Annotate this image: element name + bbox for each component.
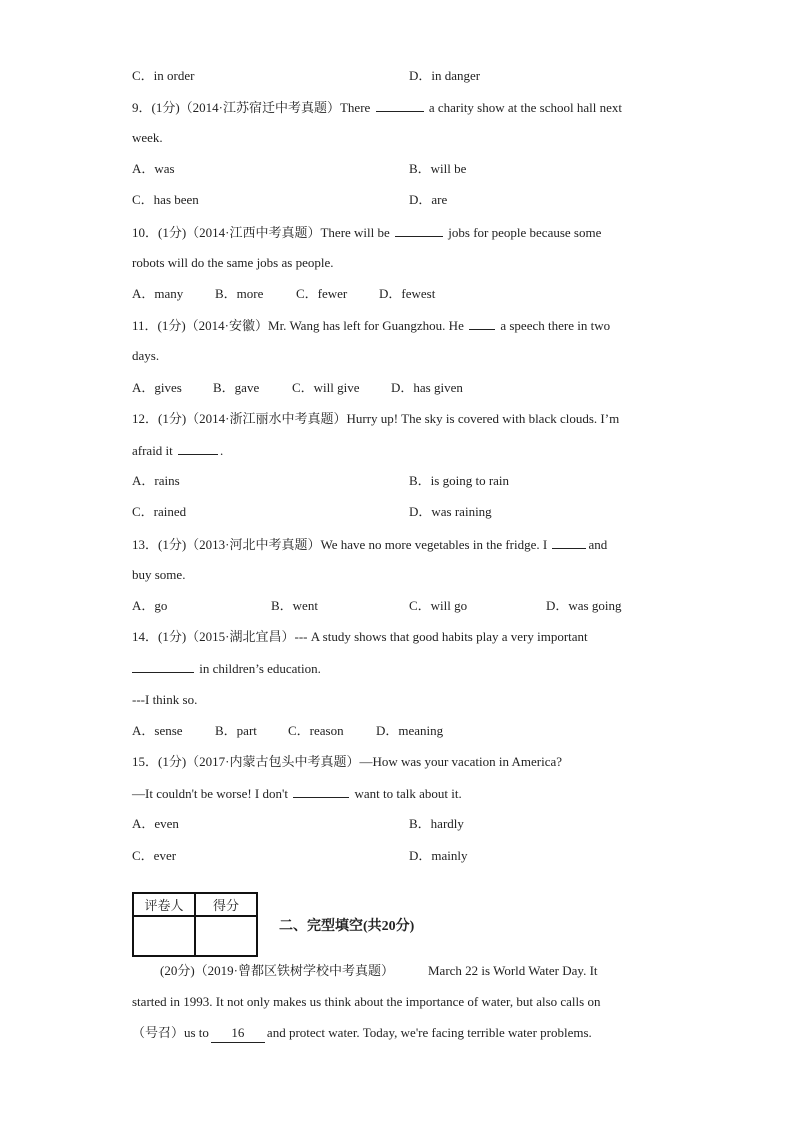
q15-option-a: A．even [132, 816, 179, 831]
q14-stem-line2-post: in children’s education. [196, 661, 321, 676]
q14-stem: 14．(1分)（2015·湖北宜昌）--- A study shows that good habits play a very important [132, 629, 588, 644]
q11-stem-post: a speech there in two [497, 318, 611, 333]
q9-stem-pre: 9．(1分)（2014·江苏宿迁中考真题）There [132, 100, 374, 115]
q14-option-b: B．part [215, 723, 257, 738]
q8-option-c: C．in order [132, 68, 195, 83]
q11-stem-line2: days. [132, 348, 160, 363]
q12-stem-line2-pre: afraid it [132, 443, 177, 458]
q8-option-d: D．in danger [409, 68, 481, 83]
q11-option-d: D．has given [391, 380, 463, 395]
q11-option-a: A．gives [132, 380, 182, 395]
q9-answer-blank [376, 98, 424, 112]
q13-stem-line2: buy some. [132, 567, 186, 582]
q15-stem: 15．(1分)（2017·内蒙古包头中考真题）—How was your vacation in America? [132, 754, 563, 769]
passage-intro [160, 962, 598, 980]
score-table-grader-cell [133, 916, 195, 956]
q13-option-d: D．was going [546, 598, 622, 613]
section-title: 二、完型填空(共20分) [279, 919, 415, 934]
q12-stem-line2-post: . [220, 443, 224, 458]
q15-option-d: D．mainly [409, 848, 468, 863]
q14-option-d: D．meaning [376, 723, 444, 738]
q15-stem-line2-pre: —It couldn't be worse! I don't [132, 786, 292, 801]
q10-stem-line2: robots will do the same jobs as people. [132, 255, 334, 270]
score-table-grader-header: 评卷人 [133, 893, 195, 916]
q12-stem: 12．(1分)（2014·浙江丽水中考真题）Hurry up! The sky is covered with black clouds. I’m [132, 411, 620, 426]
q9-stem-line2: week. [132, 130, 163, 145]
q11-stem-pre: 11．(1分)（2014·安徽）Mr. Wang has left for Guangzhou. He [132, 318, 468, 333]
q15-stem-line2-post: want to talk about it. [351, 786, 462, 801]
q12-stem-line2 [132, 441, 223, 460]
q13-option-c: C．will go [409, 598, 468, 613]
passage-line3 [132, 1024, 592, 1043]
q13-stem-post: and [588, 537, 608, 552]
score-table-score-cell [195, 916, 257, 956]
passage-line2: started in 1993. It not only makes us think about the importance of water, but also calls on [132, 994, 601, 1009]
q12-answer-blank [178, 441, 218, 455]
q11-stem [132, 316, 610, 335]
q10-stem-post: jobs for people because some [445, 225, 602, 240]
cloze-blank-16: 16 [211, 1024, 265, 1043]
q13-stem-pre: 13．(1分)（2013·河北中考真题）We have no more vegetables in the fridge. I [132, 537, 551, 552]
q9-option-c: C．has been [132, 192, 199, 207]
q10-option-b: B．more [215, 286, 264, 301]
score-table-score-header: 得分 [195, 893, 257, 916]
q15-option-b: B．hardly [409, 816, 464, 831]
q11-option-c: C．will give [292, 380, 360, 395]
q9-stem-post: a charity show at the school hall next [425, 100, 622, 115]
q9-option-a: A．was [132, 161, 175, 176]
q10-option-a: A．many [132, 286, 184, 301]
q9-stem [132, 98, 622, 117]
q11-answer-blank [469, 316, 495, 330]
q14-stem-line2 [132, 659, 321, 678]
q10-stem-pre: 10．(1分)（2014·江西中考真题）There will be [132, 225, 394, 240]
passage-intro-source: (20分)（2019·曾都区铁树学校中考真题） [160, 963, 394, 978]
q10-option-d: D．fewest [379, 286, 436, 301]
q9-option-d: D．are [409, 192, 448, 207]
passage-intro-text: March 22 is World Water Day. It [428, 963, 598, 978]
q9-option-b: B．will be [409, 161, 467, 176]
q11-option-b: B．gave [213, 380, 260, 395]
passage-line3-pre: （号召）us to [132, 1025, 209, 1040]
score-table [132, 892, 258, 957]
q14-answer-blank [132, 659, 194, 673]
q15-stem-line2 [132, 784, 462, 803]
q12-option-c: C．rained [132, 504, 187, 519]
q15-option-c: C．ever [132, 848, 177, 863]
passage-line3-post: and protect water. Today, we're facing terrible water problems. [266, 1025, 592, 1040]
q10-option-c: C．fewer [296, 286, 348, 301]
q14-stem-line3: ---I think so. [132, 692, 198, 707]
q15-answer-blank [293, 784, 349, 798]
q13-stem [132, 535, 607, 554]
q10-answer-blank [395, 223, 443, 237]
q14-option-c: C．reason [288, 723, 344, 738]
q12-option-b: B．is going to rain [409, 473, 510, 488]
q12-option-d: D．was raining [409, 504, 492, 519]
q13-option-a: A．go [132, 598, 168, 613]
q12-option-a: A．rains [132, 473, 180, 488]
q13-answer-blank [552, 535, 586, 549]
q14-option-a: A．sense [132, 723, 183, 738]
q10-stem [132, 223, 601, 242]
q13-option-b: B．went [271, 598, 318, 613]
